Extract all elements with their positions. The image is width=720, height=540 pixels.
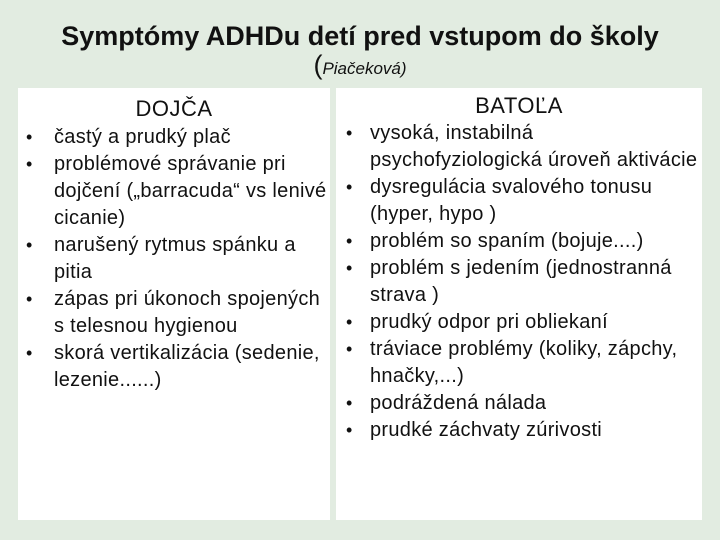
left-column-panel (18, 88, 330, 520)
subtitle-paren: ( (313, 50, 323, 80)
list-item: • prudké záchvaty zúrivosti (336, 417, 702, 444)
list-item: • zápas pri úkonoch spojených s telesnou hygienou (18, 286, 330, 340)
list-item: • tráviace problémy (koliky, zápchy, hnačky,...) (336, 336, 702, 390)
list-item: • problémové správanie pri dojčení („barracuda“ vs lenivé cicanie) (18, 151, 330, 232)
left-column-heading: DOJČA (135, 96, 213, 121)
list-item: • prudký odpor pri obliekaní (336, 309, 702, 336)
list-item: • podráždená nálada (336, 390, 702, 417)
right-column-heading: BATOĽA (475, 93, 563, 118)
list-item: • skorá vertikalizácia (sedenie, lezenie......) (18, 340, 330, 394)
list-item: • problém so spaním (bojuje....) (336, 228, 702, 255)
slide-subtitle (0, 50, 720, 85)
left-bullet-list (18, 124, 330, 394)
subtitle-author: Piačeková) (322, 59, 407, 78)
list-item: • vysoká, instabilná psychofyziologická úroveň aktivácie (336, 120, 702, 174)
list-item: • narušený rytmus spánku a pitia (18, 232, 330, 286)
list-item: • dysregulácia svalového tonusu (hyper, hypo ) (336, 174, 702, 228)
slide-title: Symptómy ADHDu detí pred vstupom do školy (61, 21, 659, 51)
list-item: • problém s jedením (jednostranná strava ) (336, 255, 702, 309)
right-column-panel (336, 88, 702, 520)
right-bullet-list (336, 120, 702, 444)
list-item: • častý a prudký plač (18, 124, 330, 151)
